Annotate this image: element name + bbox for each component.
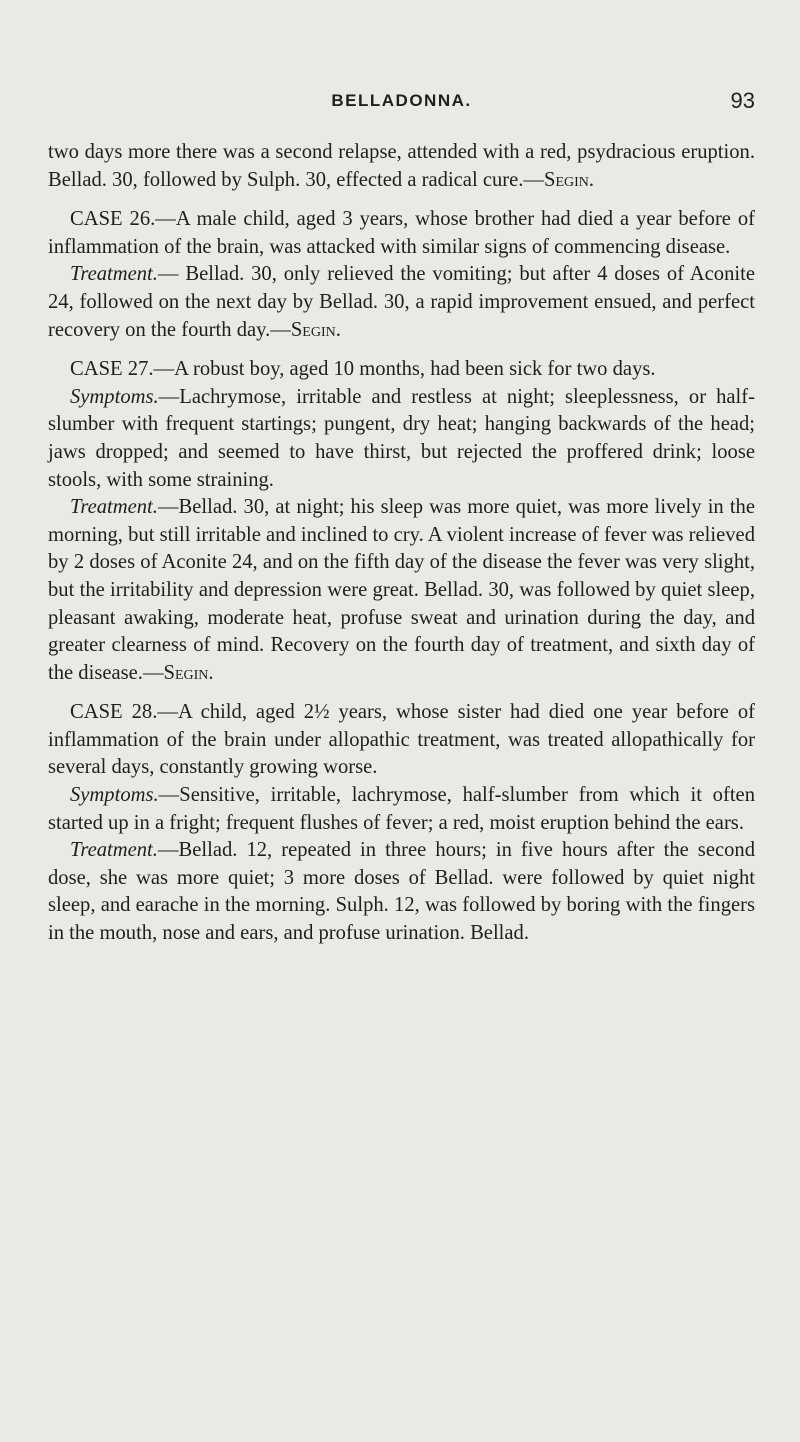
paragraph-text: — Bellad. 30, only relieved the vomiting; but after 4 doses of Aconite 24, followed on the next day by Bellad. 30, a rapid improvement ensued, and perfect recovery on the fourth day.: [48, 263, 755, 341]
section-label: Symptoms.: [70, 784, 159, 807]
running-head: [48, 86, 755, 116]
author-dash: —: [270, 318, 291, 341]
paragraph-text: —Lachrymose, irritable and restless at night; sleeplessness, or half-slumber with frequent startings; pungent, dry heat; hanging backwards of the head; jaws dropped; and seemed to have thirst, but rejected the proffered drink; loose stools, with some straining.: [48, 385, 755, 491]
section-label: Treatment.: [70, 839, 158, 862]
paragraph-text: —Bellad. 12, repeated in three hours; in five hours after the second dose, she was more quiet; 3 more doses of Bellad. were followed by quiet night sleep, and earache in the morning. Sulph. 12, was followed by boring with the fingers in the mouth, nose and ears, and profuse urination. Bellad.: [48, 839, 755, 945]
paragraph-text: —Sensitive, irritable, lachrymose, half-slumber from which it often started up in a fright; frequent flushes of fever; a red, moist eruption behind the ears.: [48, 784, 755, 834]
case-27-treatment: [48, 494, 755, 687]
paragraph-continuation: [48, 139, 755, 194]
paragraph-text: CASE 26.—A male child, aged 3 years, whose brother had died a year before of inflammation of the brain, was attacked with similar signs of commencing disease.: [48, 208, 755, 258]
case-27-heading: [48, 356, 755, 384]
case-26-treatment: [48, 261, 755, 344]
author-name: Segin.: [544, 168, 595, 191]
case-26-heading: [48, 206, 755, 261]
section-label: Treatment.: [70, 263, 158, 286]
author-name: Segin.: [290, 318, 341, 341]
page-number: 93: [730, 88, 755, 113]
paragraph-text: two days more there was a second relapse, attended with a red, psydracious eruption. Bellad. 30, followed by Sulph. 30, effected a radical cure.: [48, 141, 755, 191]
case-28-treatment: [48, 837, 755, 947]
case-28-symptoms: [48, 782, 755, 837]
running-title: BELLADONNA.: [331, 91, 472, 110]
author-dash: —: [523, 168, 544, 191]
author-name: Segin.: [163, 661, 214, 684]
author-dash: —: [142, 661, 164, 684]
paragraph-text: —Bellad. 30, at night; his sleep was more quiet, was more lively in the morning, but still irritable and inclined to cry. A violent increase of fever was relieved by 2 doses of Aconite 24, and on the fifth day of the disease the fever was very slight, but the irritability and depression were great. Bellad. 30, was followed by quiet sleep, pleasant awaking, moderate heat, profuse sweat and urination during the day, and greater clearness of mind. Recovery on the fourth day of treatment, and sixth day of the disease.: [48, 496, 755, 684]
body-text: [48, 139, 755, 948]
case-27-symptoms: [48, 384, 755, 494]
paragraph-text: CASE 28.—A child, aged 2½ years, whose sister had died one year before of inflammation of the brain under allopathic treatment, was treated allopathically for several days, constantly growing worse.: [48, 701, 755, 779]
section-label: Symptoms.: [70, 385, 159, 408]
section-label: Treatment.: [70, 496, 158, 519]
case-28-heading: [48, 699, 755, 782]
paragraph-text: CASE 27.—A robust boy, aged 10 months, had been sick for two days.: [70, 358, 656, 381]
